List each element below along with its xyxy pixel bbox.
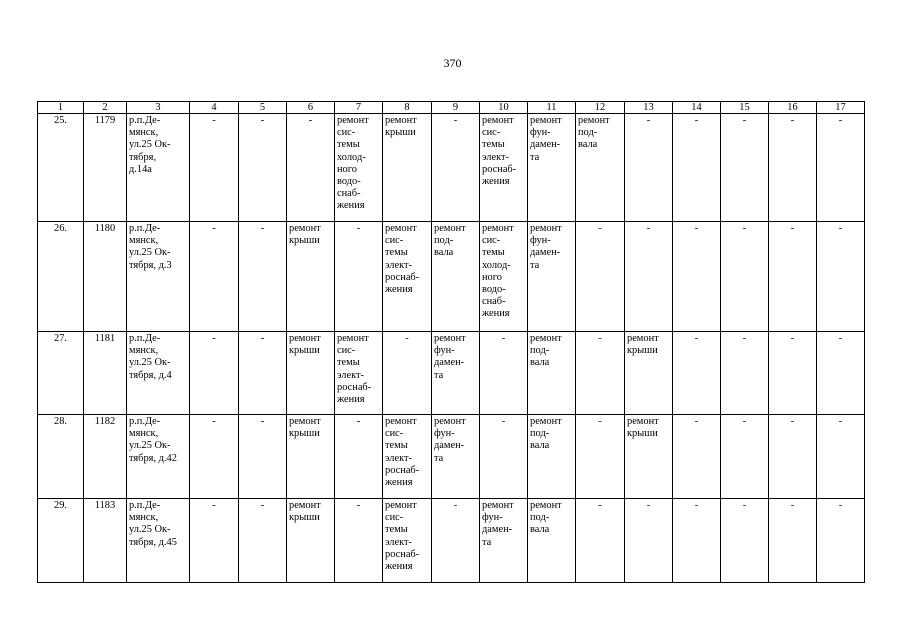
header-cell: 6 — [287, 102, 335, 114]
row-number: 28. — [38, 415, 84, 499]
address-cell: р.п.Де- мянск, ул.25 Ок- тября, д.3 — [127, 222, 190, 332]
table-cell: - — [287, 114, 335, 222]
table-cell: ремонт фун- дамен- та — [480, 499, 528, 583]
building-id: 1181 — [84, 332, 127, 415]
table-cell: - — [335, 499, 383, 583]
header-cell: 10 — [480, 102, 528, 114]
table-cell: ремонт сис- темы элект- роснаб- жения — [383, 415, 432, 499]
header-cell: 14 — [673, 102, 721, 114]
table-cell: - — [769, 332, 817, 415]
table-cell: - — [817, 332, 865, 415]
table-cell: ремонт крыши — [287, 415, 335, 499]
table-row — [38, 222, 865, 332]
table-cell: - — [625, 114, 673, 222]
page-number: 370 — [443, 56, 462, 70]
table-cell: - — [576, 415, 625, 499]
table-cell: ремонт под- вала — [576, 114, 625, 222]
header-cell: 17 — [817, 102, 865, 114]
table-cell: ремонт фун- дамен- та — [528, 114, 576, 222]
table-cell: - — [190, 332, 239, 415]
column-number-header — [38, 102, 865, 114]
table-cell: - — [721, 332, 769, 415]
table-cell: - — [576, 332, 625, 415]
table-cell: ремонт крыши — [625, 332, 673, 415]
header-cell: 3 — [127, 102, 190, 114]
table-cell: ремонт сис- темы элект- роснаб- жения — [383, 499, 432, 583]
table-cell: - — [335, 222, 383, 332]
table-cell: ремонт фун- дамен- та — [528, 222, 576, 332]
table-cell: - — [769, 114, 817, 222]
table-cell: ремонт под- вала — [528, 332, 576, 415]
table-cell: ремонт под- вала — [528, 415, 576, 499]
table-cell: ремонт фун- дамен- та — [432, 415, 480, 499]
table-cell: - — [432, 499, 480, 583]
table-cell: ремонт сис- темы элект- роснаб- жения — [335, 332, 383, 415]
table-cell: - — [625, 499, 673, 583]
table-cell: - — [721, 222, 769, 332]
table-cell: - — [721, 415, 769, 499]
address-cell: р.п.Де- мянск, ул.25 Ок- тября, д.4 — [127, 332, 190, 415]
table-cell: ремонт крыши — [625, 415, 673, 499]
table-cell: ремонт крыши — [287, 222, 335, 332]
table-cell: - — [769, 222, 817, 332]
table-cell: - — [817, 222, 865, 332]
table-cell: - — [673, 499, 721, 583]
table-cell: - — [721, 114, 769, 222]
table-cell: - — [239, 114, 287, 222]
table-row — [38, 332, 865, 415]
header-cell: 12 — [576, 102, 625, 114]
table-cell: ремонт крыши — [287, 332, 335, 415]
table-cell: ремонт сис- темы элект- роснаб- жения — [383, 222, 432, 332]
table-cell: - — [239, 222, 287, 332]
table-cell: - — [576, 499, 625, 583]
table-cell: ремонт фун- дамен- та — [432, 332, 480, 415]
table-cell: - — [239, 332, 287, 415]
address-cell: р.п.Де- мянск, ул.25 Ок- тября, д.42 — [127, 415, 190, 499]
table-cell: - — [190, 222, 239, 332]
table-cell: ремонт под- вала — [528, 499, 576, 583]
table-cell: - — [576, 222, 625, 332]
table-cell: - — [769, 415, 817, 499]
table-cell: - — [817, 114, 865, 222]
table-cell: - — [480, 415, 528, 499]
table-cell: ремонт под- вала — [432, 222, 480, 332]
table-cell: ремонт крыши — [383, 114, 432, 222]
building-id: 1179 — [84, 114, 127, 222]
table-row — [38, 499, 865, 583]
header-cell: 11 — [528, 102, 576, 114]
row-number: 27. — [38, 332, 84, 415]
row-number: 25. — [38, 114, 84, 222]
table-cell: ремонт сис- темы холод- ного водо- снаб- жения — [335, 114, 383, 222]
building-id: 1183 — [84, 499, 127, 583]
table-cell: ремонт сис- темы элект- роснаб- жения — [480, 114, 528, 222]
table-cell: - — [432, 114, 480, 222]
table-cell: - — [239, 499, 287, 583]
table-cell: - — [769, 499, 817, 583]
building-id: 1182 — [84, 415, 127, 499]
table-cell: ремонт сис- темы холод- ного водо- снаб- жения — [480, 222, 528, 332]
header-cell: 13 — [625, 102, 673, 114]
table-cell: - — [335, 415, 383, 499]
table-cell: - — [625, 222, 673, 332]
header-cell: 16 — [769, 102, 817, 114]
table-cell: - — [673, 114, 721, 222]
table-cell: - — [190, 114, 239, 222]
table-cell: - — [673, 222, 721, 332]
header-cell: 5 — [239, 102, 287, 114]
row-number: 29. — [38, 499, 84, 583]
table-cell: - — [817, 499, 865, 583]
header-cell: 9 — [432, 102, 480, 114]
header-cell: 1 — [38, 102, 84, 114]
table-cell: - — [480, 332, 528, 415]
table-cell: - — [190, 415, 239, 499]
address-cell: р.п.Де- мянск, ул.25 Ок- тября, д.14а — [127, 114, 190, 222]
table-cell: - — [673, 415, 721, 499]
table-cell: - — [673, 332, 721, 415]
header-cell: 4 — [190, 102, 239, 114]
table-cell: - — [817, 415, 865, 499]
header-cell: 2 — [84, 102, 127, 114]
table-cell: - — [383, 332, 432, 415]
table-cell: - — [239, 415, 287, 499]
header-cell: 7 — [335, 102, 383, 114]
table-row — [38, 415, 865, 499]
row-number: 26. — [38, 222, 84, 332]
building-id: 1180 — [84, 222, 127, 332]
table-cell: ремонт крыши — [287, 499, 335, 583]
table-cell: - — [721, 499, 769, 583]
address-cell: р.п.Де- мянск, ул.25 Ок- тября, д.45 — [127, 499, 190, 583]
table-row — [38, 114, 865, 222]
header-cell: 15 — [721, 102, 769, 114]
table-cell: - — [190, 499, 239, 583]
header-cell: 8 — [383, 102, 432, 114]
repair-schedule-table — [37, 101, 865, 583]
